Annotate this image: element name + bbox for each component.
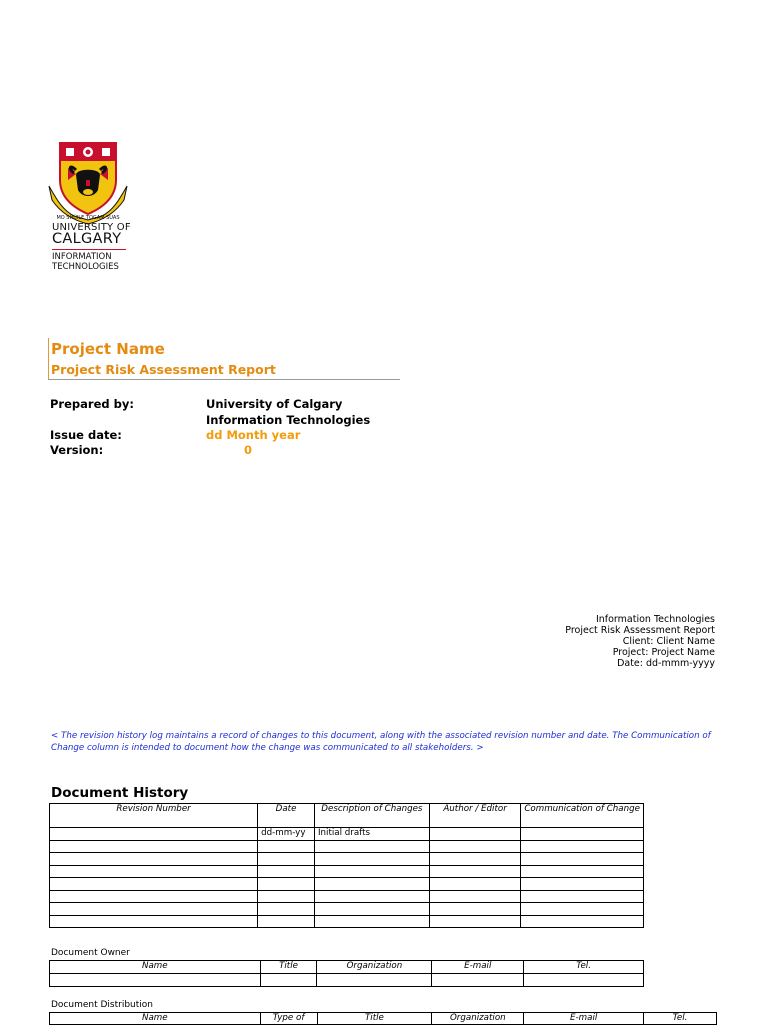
table-row — [50, 828, 644, 841]
logo-info-line-2: TECHNOLOGIES — [52, 262, 119, 272]
table-cell — [521, 915, 644, 928]
header-date: Date: dd-mmm-yyyy — [617, 658, 715, 669]
document-history-heading: Document History — [51, 785, 189, 801]
table-cell — [314, 890, 429, 903]
header-client: Client: Client Name — [622, 636, 715, 647]
table-header: Revision Number — [50, 804, 258, 828]
document-header-info — [565, 614, 715, 669]
table-cell — [521, 878, 644, 891]
logo-info-line-1: INFORMATION — [52, 252, 112, 262]
table-header: Communication of Change — [521, 804, 644, 828]
table-row — [50, 840, 644, 853]
project-name: Project Name — [51, 340, 165, 358]
logo-motto: MO SHÙILE TOGAM SUAS — [56, 215, 120, 221]
table-cell — [521, 890, 644, 903]
table-cell — [317, 974, 432, 987]
table-cell — [314, 915, 429, 928]
document-owner-table — [49, 960, 644, 987]
table-cell — [521, 853, 644, 866]
table-row — [50, 853, 644, 866]
table-row — [50, 903, 644, 916]
table-cell — [50, 974, 261, 987]
table-cell — [258, 865, 315, 878]
table-header: Author / Editor — [429, 804, 521, 828]
table-header: Tel. — [524, 961, 644, 974]
header-project: Project: Project Name — [612, 647, 715, 658]
table-cell — [314, 878, 429, 891]
table-row — [50, 865, 644, 878]
version-value: 0 — [244, 443, 253, 457]
table-cell — [50, 853, 258, 866]
table-cell — [429, 853, 521, 866]
table-cell — [258, 840, 315, 853]
table-header: Title — [260, 961, 317, 974]
table-header: Date — [258, 804, 315, 828]
table-cell — [314, 903, 429, 916]
document-owner-caption: Document Owner — [51, 948, 130, 958]
table-cell — [50, 828, 258, 841]
table-cell — [258, 915, 315, 928]
table-cell — [429, 865, 521, 878]
table-cell — [429, 890, 521, 903]
title-accent-bar — [48, 338, 49, 380]
table-cell — [314, 853, 429, 866]
table-cell: Initial drafts — [314, 828, 429, 841]
logo-department-text — [52, 252, 119, 272]
table-header: Name — [50, 1013, 261, 1025]
table-header: Name — [50, 961, 261, 974]
table-cell — [429, 915, 521, 928]
document-distribution-caption: Document Distribution — [51, 1000, 153, 1010]
logo-divider — [52, 249, 126, 250]
table-header: Description of Changes — [314, 804, 429, 828]
table-cell — [314, 865, 429, 878]
table-header: E-mail — [432, 961, 524, 974]
revision-note: < The revision history log maintains a record of changes to this document, along with the associated revision number and date. The Communication of Change column is intended to document how the change was communicated to all stakeholders. > — [51, 731, 711, 753]
table-cell — [258, 903, 315, 916]
table-cell — [258, 878, 315, 891]
header-report-title: Project Risk Assessment Report — [565, 625, 715, 636]
table-cell — [50, 903, 258, 916]
table-cell — [429, 828, 521, 841]
table-header: E-mail — [524, 1013, 644, 1025]
table-cell — [429, 840, 521, 853]
table-cell — [521, 828, 644, 841]
table-cell — [50, 890, 258, 903]
table-cell — [521, 865, 644, 878]
document-distribution-table — [49, 1012, 717, 1025]
issue-date-value: dd Month year — [206, 428, 301, 442]
table-header: Title — [317, 1013, 432, 1025]
table-header: Tel. — [644, 1013, 717, 1025]
table-cell — [258, 853, 315, 866]
title-divider — [48, 379, 400, 380]
table-cell — [50, 865, 258, 878]
table-cell — [524, 974, 644, 987]
table-cell — [429, 878, 521, 891]
report-title: Project Risk Assessment Report — [51, 362, 276, 377]
table-cell — [432, 974, 524, 987]
document-history-table — [49, 803, 644, 928]
table-header: Type of — [260, 1013, 317, 1025]
table-cell — [260, 974, 317, 987]
table-header: Organization — [432, 1013, 524, 1025]
table-row — [50, 878, 644, 891]
table-cell: dd-mm-yy — [258, 828, 315, 841]
table-cell — [429, 903, 521, 916]
logo-university-text: UNIVERSITY OF — [52, 222, 131, 233]
table-cell — [50, 840, 258, 853]
header-department: Information Technologies — [595, 614, 715, 625]
table-cell — [314, 840, 429, 853]
table-row — [50, 890, 644, 903]
version-label: Version: — [50, 443, 104, 457]
table-header: Organization — [317, 961, 432, 974]
prepared-by-value-1: University of Calgary — [206, 397, 343, 411]
table-cell — [258, 890, 315, 903]
logo-calgary-text: CALGARY — [52, 231, 122, 247]
prepared-by-label: Prepared by: — [50, 397, 134, 411]
table-cell — [50, 878, 258, 891]
document-history-body — [50, 828, 644, 928]
table-cell — [50, 915, 258, 928]
issue-date-label: Issue date: — [50, 428, 122, 442]
prepared-by-value-2: Information Technologies — [206, 413, 371, 427]
table-cell — [521, 840, 644, 853]
table-row — [50, 915, 644, 928]
table-row — [50, 974, 644, 987]
table-cell — [521, 903, 644, 916]
